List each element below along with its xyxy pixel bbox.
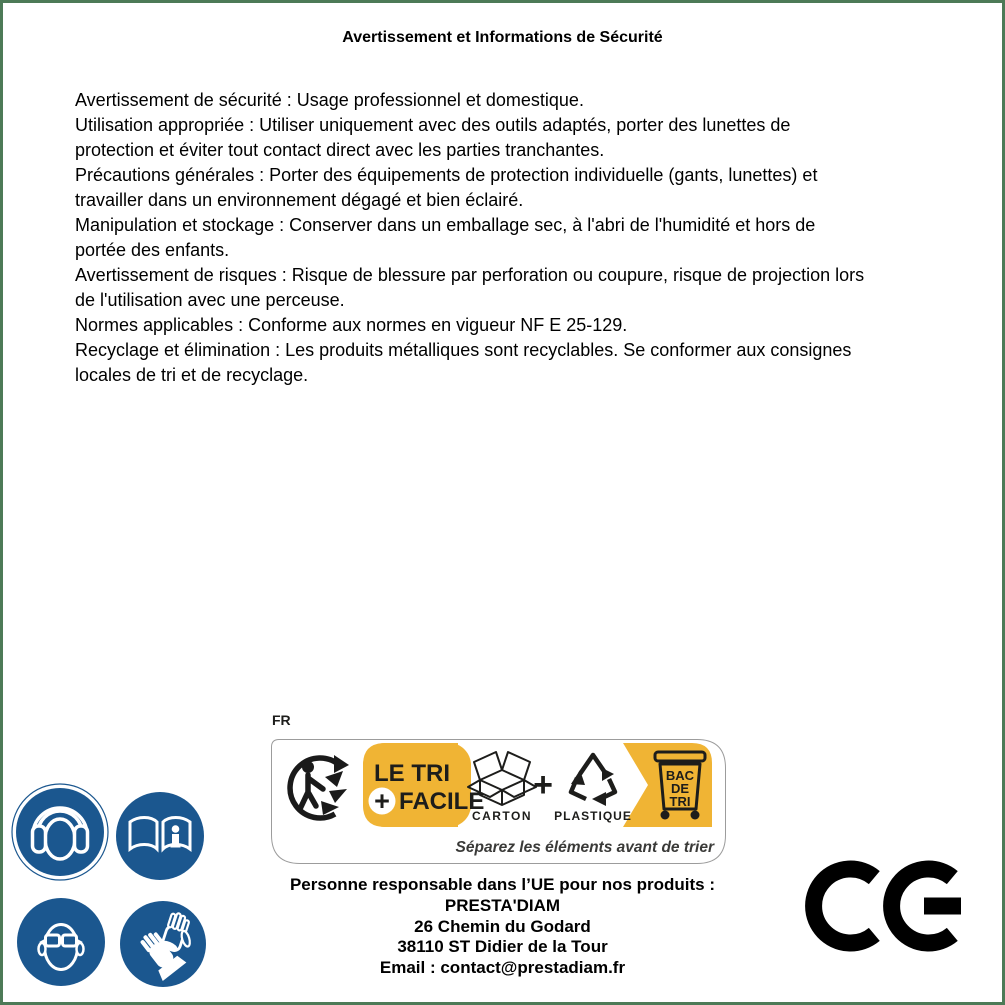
ce-mark-icon [798, 855, 973, 957]
body-line: locales de tri et de recyclage. [75, 365, 309, 385]
sorting-info-label [271, 739, 726, 864]
responsible-heading: Personne responsable dans l’UE pour nos produits : [289, 875, 716, 894]
body-line: travailler dans un environnement dégagé et bien éclairé. [75, 190, 524, 210]
badge-line1: LE TRI [374, 760, 450, 787]
body-line: Recyclage et élimination : Les produits métalliques sont recyclables. Se conformer aux consignes [75, 340, 852, 360]
country-code-label: FR [272, 712, 291, 728]
bin-line2: DE [670, 781, 690, 796]
ear-protection-icon [12, 784, 108, 880]
body-line: portée des enfants. [75, 240, 230, 260]
page-title: Avertissement et Informations de Sécurité [342, 29, 663, 46]
body-line: Avertissement de risques : Risque de blessure par perforation ou coupure, risque de projection lors [75, 265, 865, 285]
material-plastique-label: PLASTIQUE [554, 809, 632, 823]
safety-text-block [75, 88, 965, 388]
read-manual-icon [116, 792, 204, 880]
body-line: de l'utilisation avec une perceuse. [75, 290, 345, 310]
email-line: Email : contact@prestadiam.fr [379, 958, 626, 978]
address-line2: 38110 ST Didier de la Tour [397, 937, 608, 957]
body-line: Avertissement de sécurité : Usage professionnel et domestique. [75, 90, 584, 110]
bin-line3: TRI [669, 794, 691, 809]
label-tagline: Séparez les éléments avant de trier [455, 839, 714, 856]
bin-line1: BAC [665, 768, 695, 783]
body-line: Utilisation appropriée : Utiliser uniquement avec des outils adaptés, porter des lunettes de [75, 115, 791, 135]
badge-line2: FACILE [399, 788, 485, 815]
materials-plus: + [533, 766, 553, 804]
company-name: PRESTA'DIAM [444, 895, 561, 915]
body-line: Manipulation et stockage : Conserver dans un emballage sec, à l'abri de l'humidité et hors de [75, 215, 816, 235]
badge-plus: + [374, 786, 390, 816]
body-line: Précautions générales : Porter des équipements de protection individuelle (gants, lunettes) et [75, 165, 818, 185]
body-line: protection et éviter tout contact direct avec les parties tranchantes. [75, 140, 605, 160]
body-line: Normes applicables : Conforme aux normes en vigueur NF E 25-129. [75, 315, 628, 335]
address-line1: 26 Chemin du Godard [414, 916, 591, 936]
material-carton-label: CARTON [471, 809, 533, 823]
